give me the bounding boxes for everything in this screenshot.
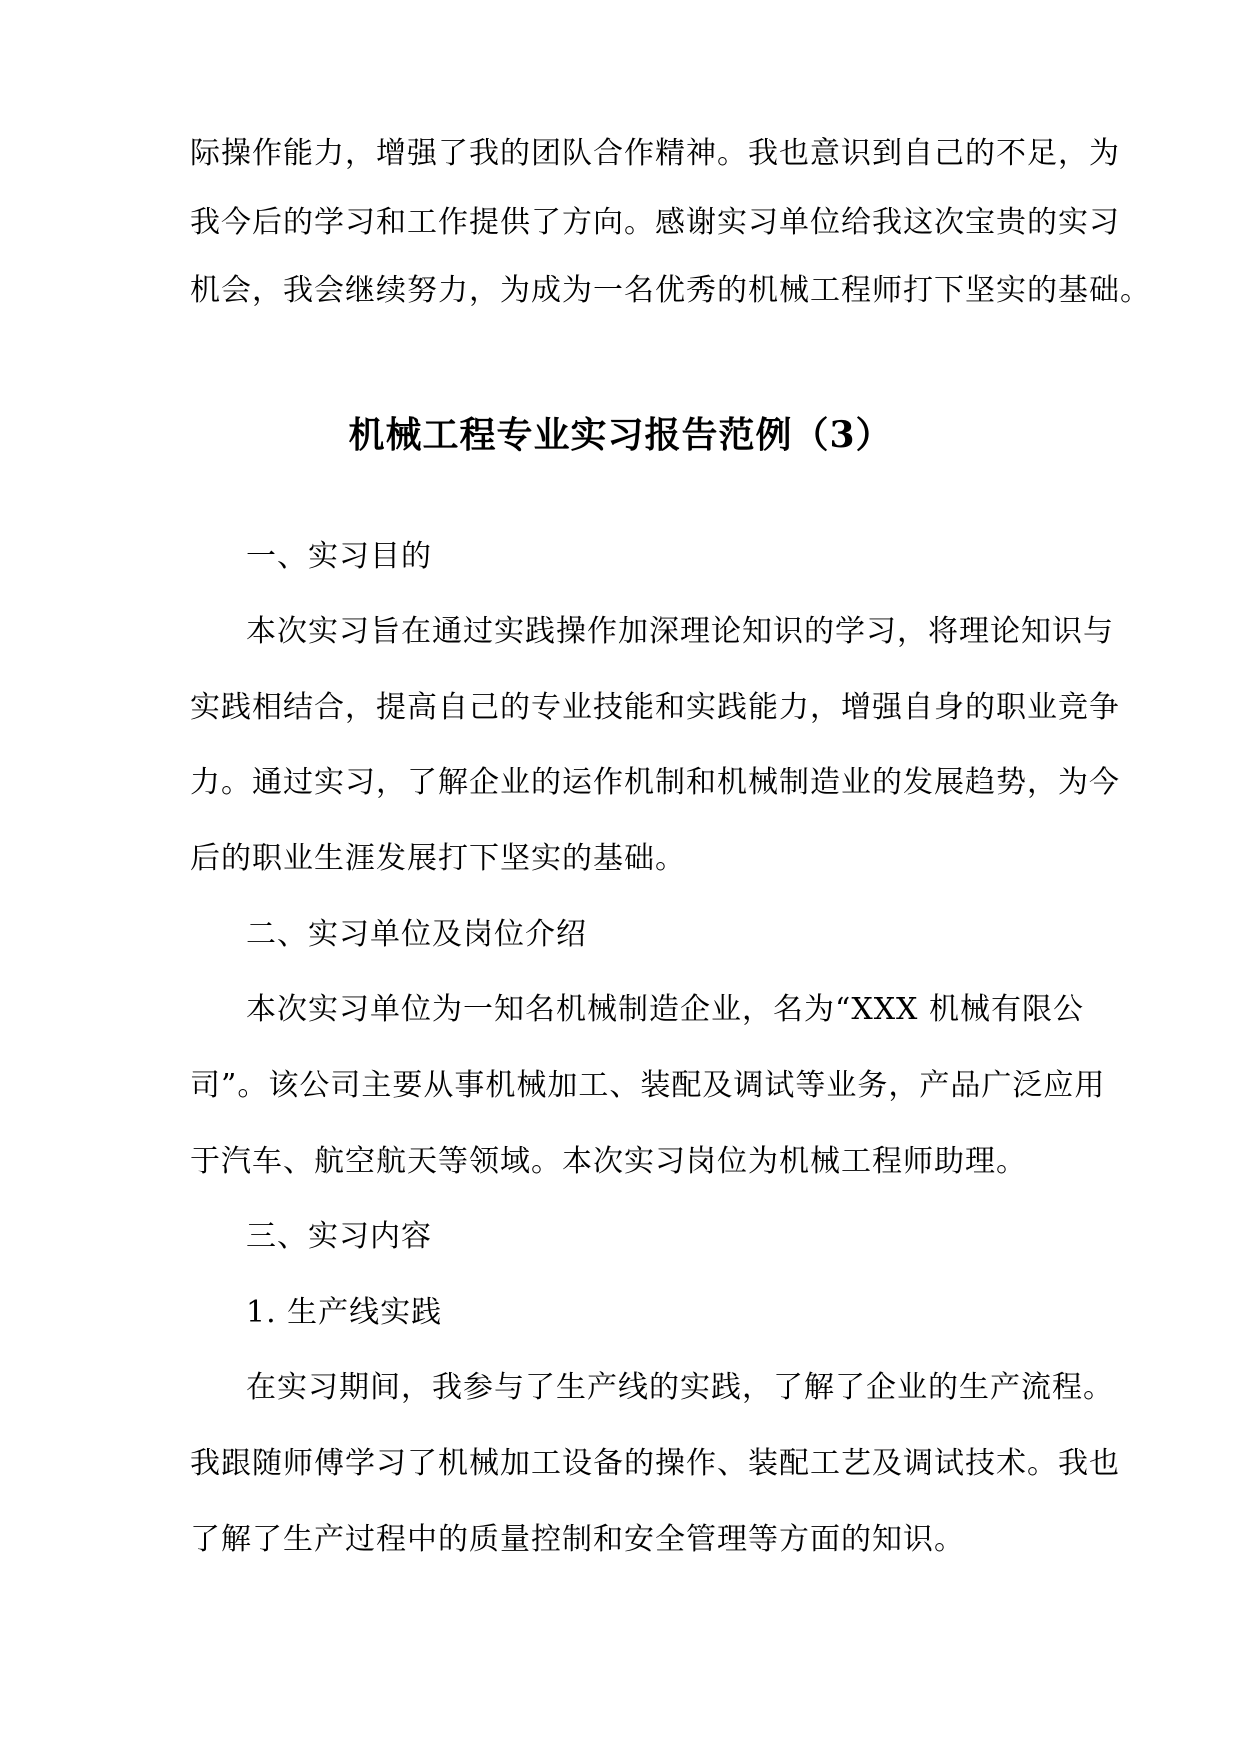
section3-line-3: 了解了生产过程中的质量控制和安全管理等方面的知识。 bbox=[190, 1522, 965, 1557]
section1-heading: 一、实习目的 bbox=[246, 539, 432, 574]
section3-line-1: 在实习期间，我参与了生产线的实践，了解了企业的生产流程。 bbox=[246, 1370, 1114, 1405]
section2-line-1: 本次实习单位为一知名机械制造企业，名为“XXX 机械有限公 bbox=[246, 992, 1084, 1027]
section2-line-2: 司”。该公司主要从事机械加工、装配及调试等业务，产品广泛应用 bbox=[190, 1068, 1106, 1103]
section1-line-1: 本次实习旨在通过实践操作加深理论知识的学习，将理论知识与 bbox=[246, 614, 1114, 649]
intro-line-2: 我今后的学习和工作提供了方向。感谢实习单位给我这次宝贵的实习 bbox=[190, 205, 1120, 240]
section1-line-3: 力。通过实习，了解企业的运作机制和机械制造业的发展趋势，为今 bbox=[190, 765, 1120, 800]
intro-line-1: 际操作能力，增强了我的团队合作精神。我也意识到自己的不足，为 bbox=[190, 136, 1120, 171]
section2-line-3: 于汽车、航空航天等领域。本次实习岗位为机械工程师助理。 bbox=[190, 1144, 1027, 1179]
intro-line-3: 机会，我会继续努力，为成为一名优秀的机械工程师打下坚实的基础。 bbox=[190, 273, 1151, 308]
section3-subheading: 1. 生产线实践 bbox=[246, 1295, 443, 1330]
section1-line-4: 后的职业生涯发展打下坚实的基础。 bbox=[190, 841, 686, 876]
section3-heading: 三、实习内容 bbox=[246, 1219, 432, 1254]
report-title: 机械工程专业实习报告范例（3） bbox=[348, 414, 893, 456]
section1-line-2: 实践相结合，提高自己的专业技能和实践能力，增强自身的职业竞争 bbox=[190, 690, 1120, 725]
section3-line-2: 我跟随师傅学习了机械加工设备的操作、装配工艺及调试技术。我也 bbox=[190, 1446, 1120, 1481]
section2-heading: 二、实习单位及岗位介绍 bbox=[246, 917, 587, 952]
